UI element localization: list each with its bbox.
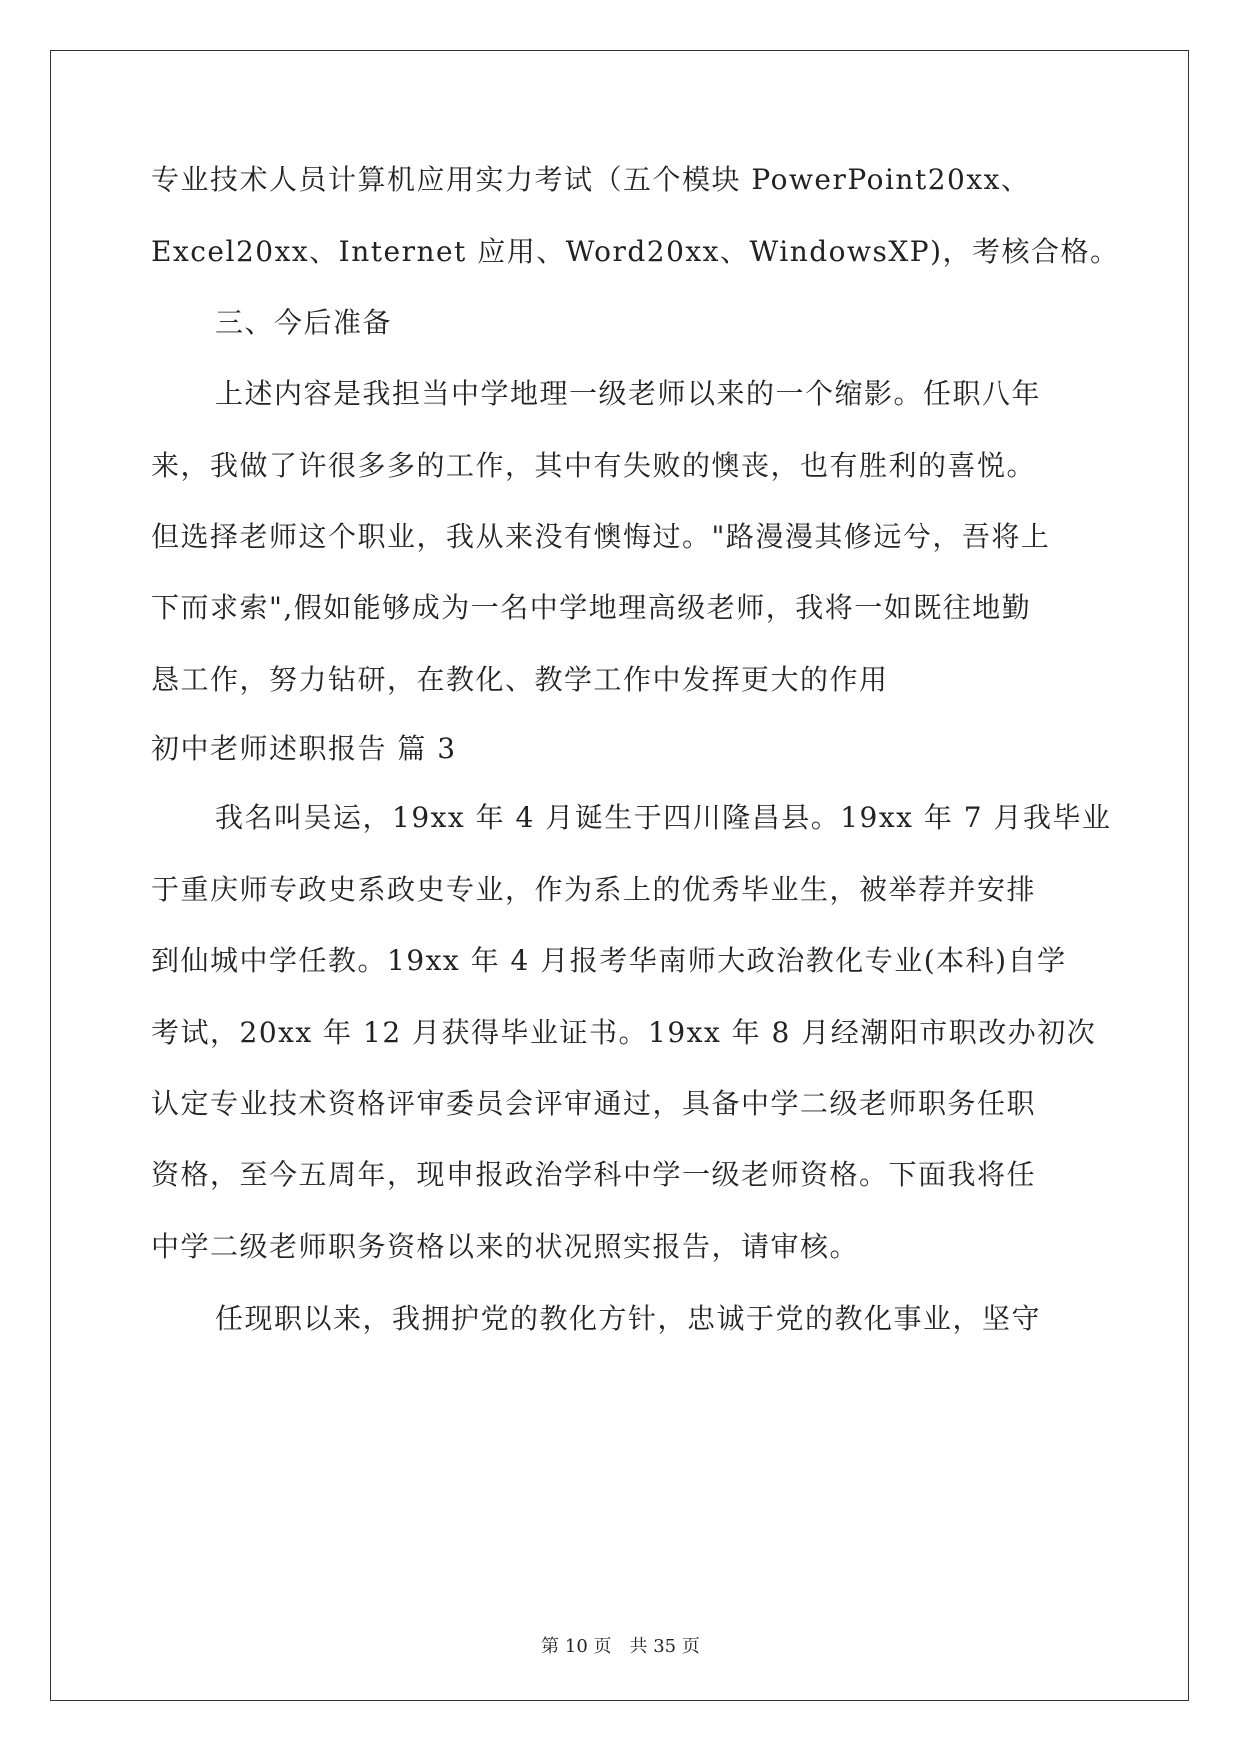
body-line-5: 来，我做了许很多多的工作，其中有失败的懊丧，也有胜利的喜悦。 bbox=[151, 449, 1037, 482]
page-number-current: 第 10 页 bbox=[541, 1636, 612, 1657]
body-line-4: 上述内容是我担当中学地理一级老师以来的一个缩影。任职八年 bbox=[215, 377, 1042, 410]
body-line-6: 但选择老师这个职业，我从来没有懊悔过。"路漫漫其修远兮，吾将上 bbox=[151, 520, 1051, 553]
report-title: 初中老师述职报告 篇 3 bbox=[151, 732, 457, 765]
page-footer bbox=[0, 1636, 1241, 1658]
body-line-1: 专业技术人员计算机应用实力考试（五个模块 PowerPoint20xx、 bbox=[151, 163, 1031, 196]
body-line-11: 于重庆师专政史系政史专业，作为系上的优秀毕业生，被举荐并安排 bbox=[151, 873, 1037, 906]
body-line-10: 我名叫吴运，19xx 年 4 月诞生于四川隆昌县。19xx 年 7 月我毕业 bbox=[215, 801, 1112, 834]
page-number-total: 共 35 页 bbox=[629, 1636, 700, 1657]
body-line-15: 资格，至今五周年，现申报政治学科中学一级老师资格。下面我将任 bbox=[151, 1158, 1037, 1191]
body-line-7: 下而求索",假如能够成为一名中学地理高级老师，我将一如既往地勤 bbox=[151, 591, 1032, 624]
body-line-12: 到仙城中学任教。19xx 年 4 月报考华南师大政治教化专业(本科)自学 bbox=[151, 944, 1067, 977]
body-line-16: 中学二级老师职务资格以来的状况照实报告，请审核。 bbox=[151, 1230, 860, 1263]
body-line-8: 恳工作，努力钻研，在教化、教学工作中发挥更大的作用 bbox=[151, 663, 889, 696]
body-line-2: Excel20xx、Internet 应用、Word20xx、WindowsXP)，考核合格。 bbox=[151, 235, 1120, 268]
section-heading: 三、今后准备 bbox=[215, 306, 393, 339]
body-line-13: 考试，20xx 年 12 月获得毕业证书。19xx 年 8 月经潮阳市职改办初次 bbox=[151, 1016, 1097, 1049]
body-line-14: 认定专业技术资格评审委员会评审通过，具备中学二级老师职务任职 bbox=[151, 1087, 1037, 1120]
body-line-17: 任现职以来，我拥护党的教化方针，忠诚于党的教化事业，坚守 bbox=[215, 1302, 1042, 1335]
